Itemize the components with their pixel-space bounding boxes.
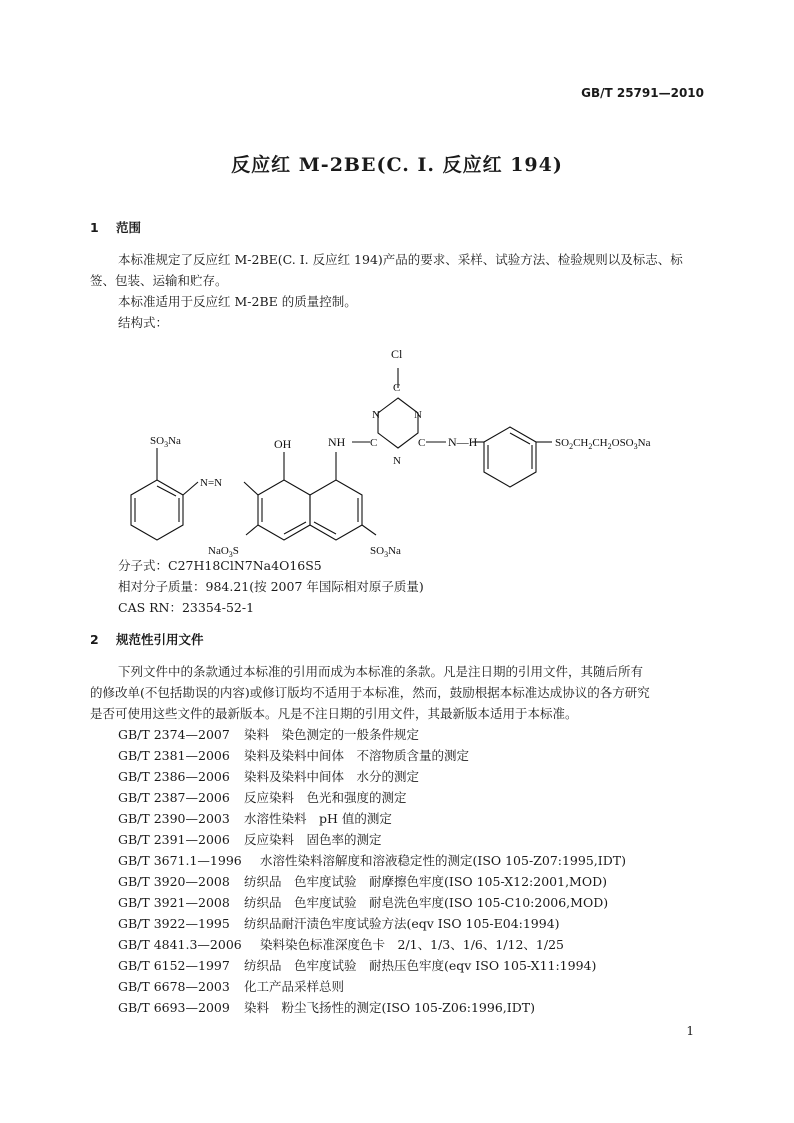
structural-formula <box>0 330 794 559</box>
reference-item <box>118 725 419 743</box>
reference-code: GB/T 6678—2003 <box>118 979 230 994</box>
reference-item <box>118 914 560 932</box>
reference-title: 水溶性染料 pH 值的测定 <box>244 811 392 826</box>
section-number: 2 <box>90 632 99 647</box>
reference-title: 纺织品 色牢度试验 耐热压色牢度(eqv ISO 105-X11:1994) <box>244 958 597 973</box>
page-title: 反应红 M-2BE(C. I. 反应红 194) <box>231 154 563 176</box>
reference-title: 染料及染料中间体 水分的测定 <box>244 769 420 784</box>
cas-number: CAS RN：23354-52-1 <box>118 600 255 615</box>
reference-item <box>118 746 469 764</box>
reference-title: 染料 粉尘飞扬性的测定(ISO 105-Z06:1996,IDT) <box>244 1000 535 1015</box>
references-intro-line-2: 的修改单(不包括勘误的内容)或修订版均不适用于本标准，然而，鼓励根据本标准达成协议的各方研究 <box>90 685 650 700</box>
reference-item <box>118 788 407 806</box>
svg-text:N: N <box>414 409 422 421</box>
section-1-heading <box>90 218 141 236</box>
naphthalene-ring-right <box>310 480 362 540</box>
triazine-ring <box>378 398 418 448</box>
reference-title: 反应染料 色光和强度的测定 <box>244 790 407 805</box>
reference-code: GB/T 4841.3—2006 <box>118 937 242 952</box>
reference-title: 纺织品耐汗渍色牢度试验方法(eqv ISO 105-E04:1994) <box>244 916 560 931</box>
svg-text:C: C <box>370 437 378 449</box>
reference-item <box>118 956 596 974</box>
svg-text:C: C <box>418 437 426 449</box>
svg-text:SO3Na: $SO_3Na$ <box>370 545 401 559</box>
reference-title: 纺织品 色牢度试验 耐摩擦色牢度(ISO 105-X12:2001,MOD) <box>244 874 607 889</box>
reference-item <box>118 851 626 869</box>
svg-text:SO2CH2CH2OSO3Na: $SO_2CH_2CH_2OSO_3Na$ <box>555 437 651 451</box>
reference-code: GB/T 6693—2009 <box>118 1000 230 1015</box>
reference-item <box>118 893 608 911</box>
scope-paragraph-line-2: 签、包装、运输和贮存。 <box>90 273 228 288</box>
reference-code: GB/T 2391—2006 <box>118 832 230 847</box>
molecular-weight: 相对分子质量：984.21(按 2007 年国际相对原子质量) <box>118 579 424 594</box>
reference-item <box>118 872 607 890</box>
reference-title: 水溶性染料溶解度和溶液稳定性的测定(ISO 105-Z07:1995,IDT) <box>260 853 626 868</box>
reference-title: 染料及染料中间体 不溶物质含量的测定 <box>244 748 470 763</box>
reference-title: 化工产品采样总则 <box>244 979 345 994</box>
reference-item <box>118 998 535 1016</box>
reference-title: 反应染料 固色率的测定 <box>244 832 382 847</box>
standard-number: GB/T 25791—2010 <box>581 86 704 100</box>
section-title: 规范性引用文件 <box>116 632 204 647</box>
reference-title: 染料 染色测定的一般条件规定 <box>244 727 420 742</box>
reference-code: GB/T 2387—2006 <box>118 790 230 805</box>
hydroxyl-label: OH <box>274 437 292 451</box>
reference-title: 染料染色标准深度色卡 2/1、1/3、1/6、1/12、1/25 <box>260 937 564 952</box>
benzene-ring-right <box>484 427 536 487</box>
naphthalene-ring-left <box>258 480 310 540</box>
svg-text:C: C <box>393 382 401 394</box>
scope-paragraph-line-1: 本标准规定了反应红 M-2BE(C. I. 反应红 194)产品的要求、采样、试验方法、检验规则以及标志、标 <box>118 252 683 267</box>
references-intro-line-1: 下列文件中的条款通过本标准的引用而成为本标准的条款。凡是注日期的引用文件，其随后所有 <box>118 664 644 679</box>
reference-item <box>118 935 564 953</box>
section-2-heading <box>90 630 204 648</box>
reference-code: GB/T 2374—2007 <box>118 727 230 742</box>
references-intro-line-3: 是否可使用这些文件的最新版本。凡是不注日期的引用文件，其最新版本适用于本标准。 <box>90 706 578 721</box>
reference-code: GB/T 3920—2008 <box>118 874 230 889</box>
reference-code: GB/T 2386—2006 <box>118 769 230 784</box>
reference-item <box>118 767 419 785</box>
reference-item <box>118 977 344 995</box>
section-number: 1 <box>90 220 99 235</box>
svg-text:SO3Na: $SO_3Na$ <box>150 435 181 449</box>
reference-title: 纺织品 色牢度试验 耐皂洗色牢度(ISO 105-C10:2006,MOD) <box>244 895 609 910</box>
svg-text:N—H: N—H <box>448 435 478 449</box>
svg-text:NH: NH <box>328 435 346 449</box>
reference-code: GB/T 3671.1—1996 <box>118 853 242 868</box>
reference-code: GB/T 6152—1997 <box>118 958 230 973</box>
svg-text:NaO3S: NaO$_3$S <box>208 545 239 559</box>
reference-item <box>118 830 382 848</box>
benzene-ring-left <box>131 480 183 540</box>
svg-text:N: N <box>372 409 380 421</box>
reference-item <box>118 809 392 827</box>
reference-code: GB/T 3921—2008 <box>118 895 230 910</box>
reference-code: GB/T 3922—1995 <box>118 916 230 931</box>
chlorine-label: Cl <box>391 347 403 361</box>
svg-text:N: N <box>393 455 401 467</box>
reference-code: GB/T 2390—2003 <box>118 811 230 826</box>
page-number: 1 <box>686 1024 694 1038</box>
structure-label: 结构式： <box>118 315 169 330</box>
section-title: 范围 <box>116 220 142 235</box>
scope-paragraph-2: 本标准适用于反应红 M-2BE 的质量控制。 <box>118 294 357 309</box>
molecular-formula: 分子式：C27H18ClN7Na4O16S5 <box>118 558 322 573</box>
reference-code: GB/T 2381—2006 <box>118 748 230 763</box>
svg-text:N=N: N=N <box>200 477 223 489</box>
